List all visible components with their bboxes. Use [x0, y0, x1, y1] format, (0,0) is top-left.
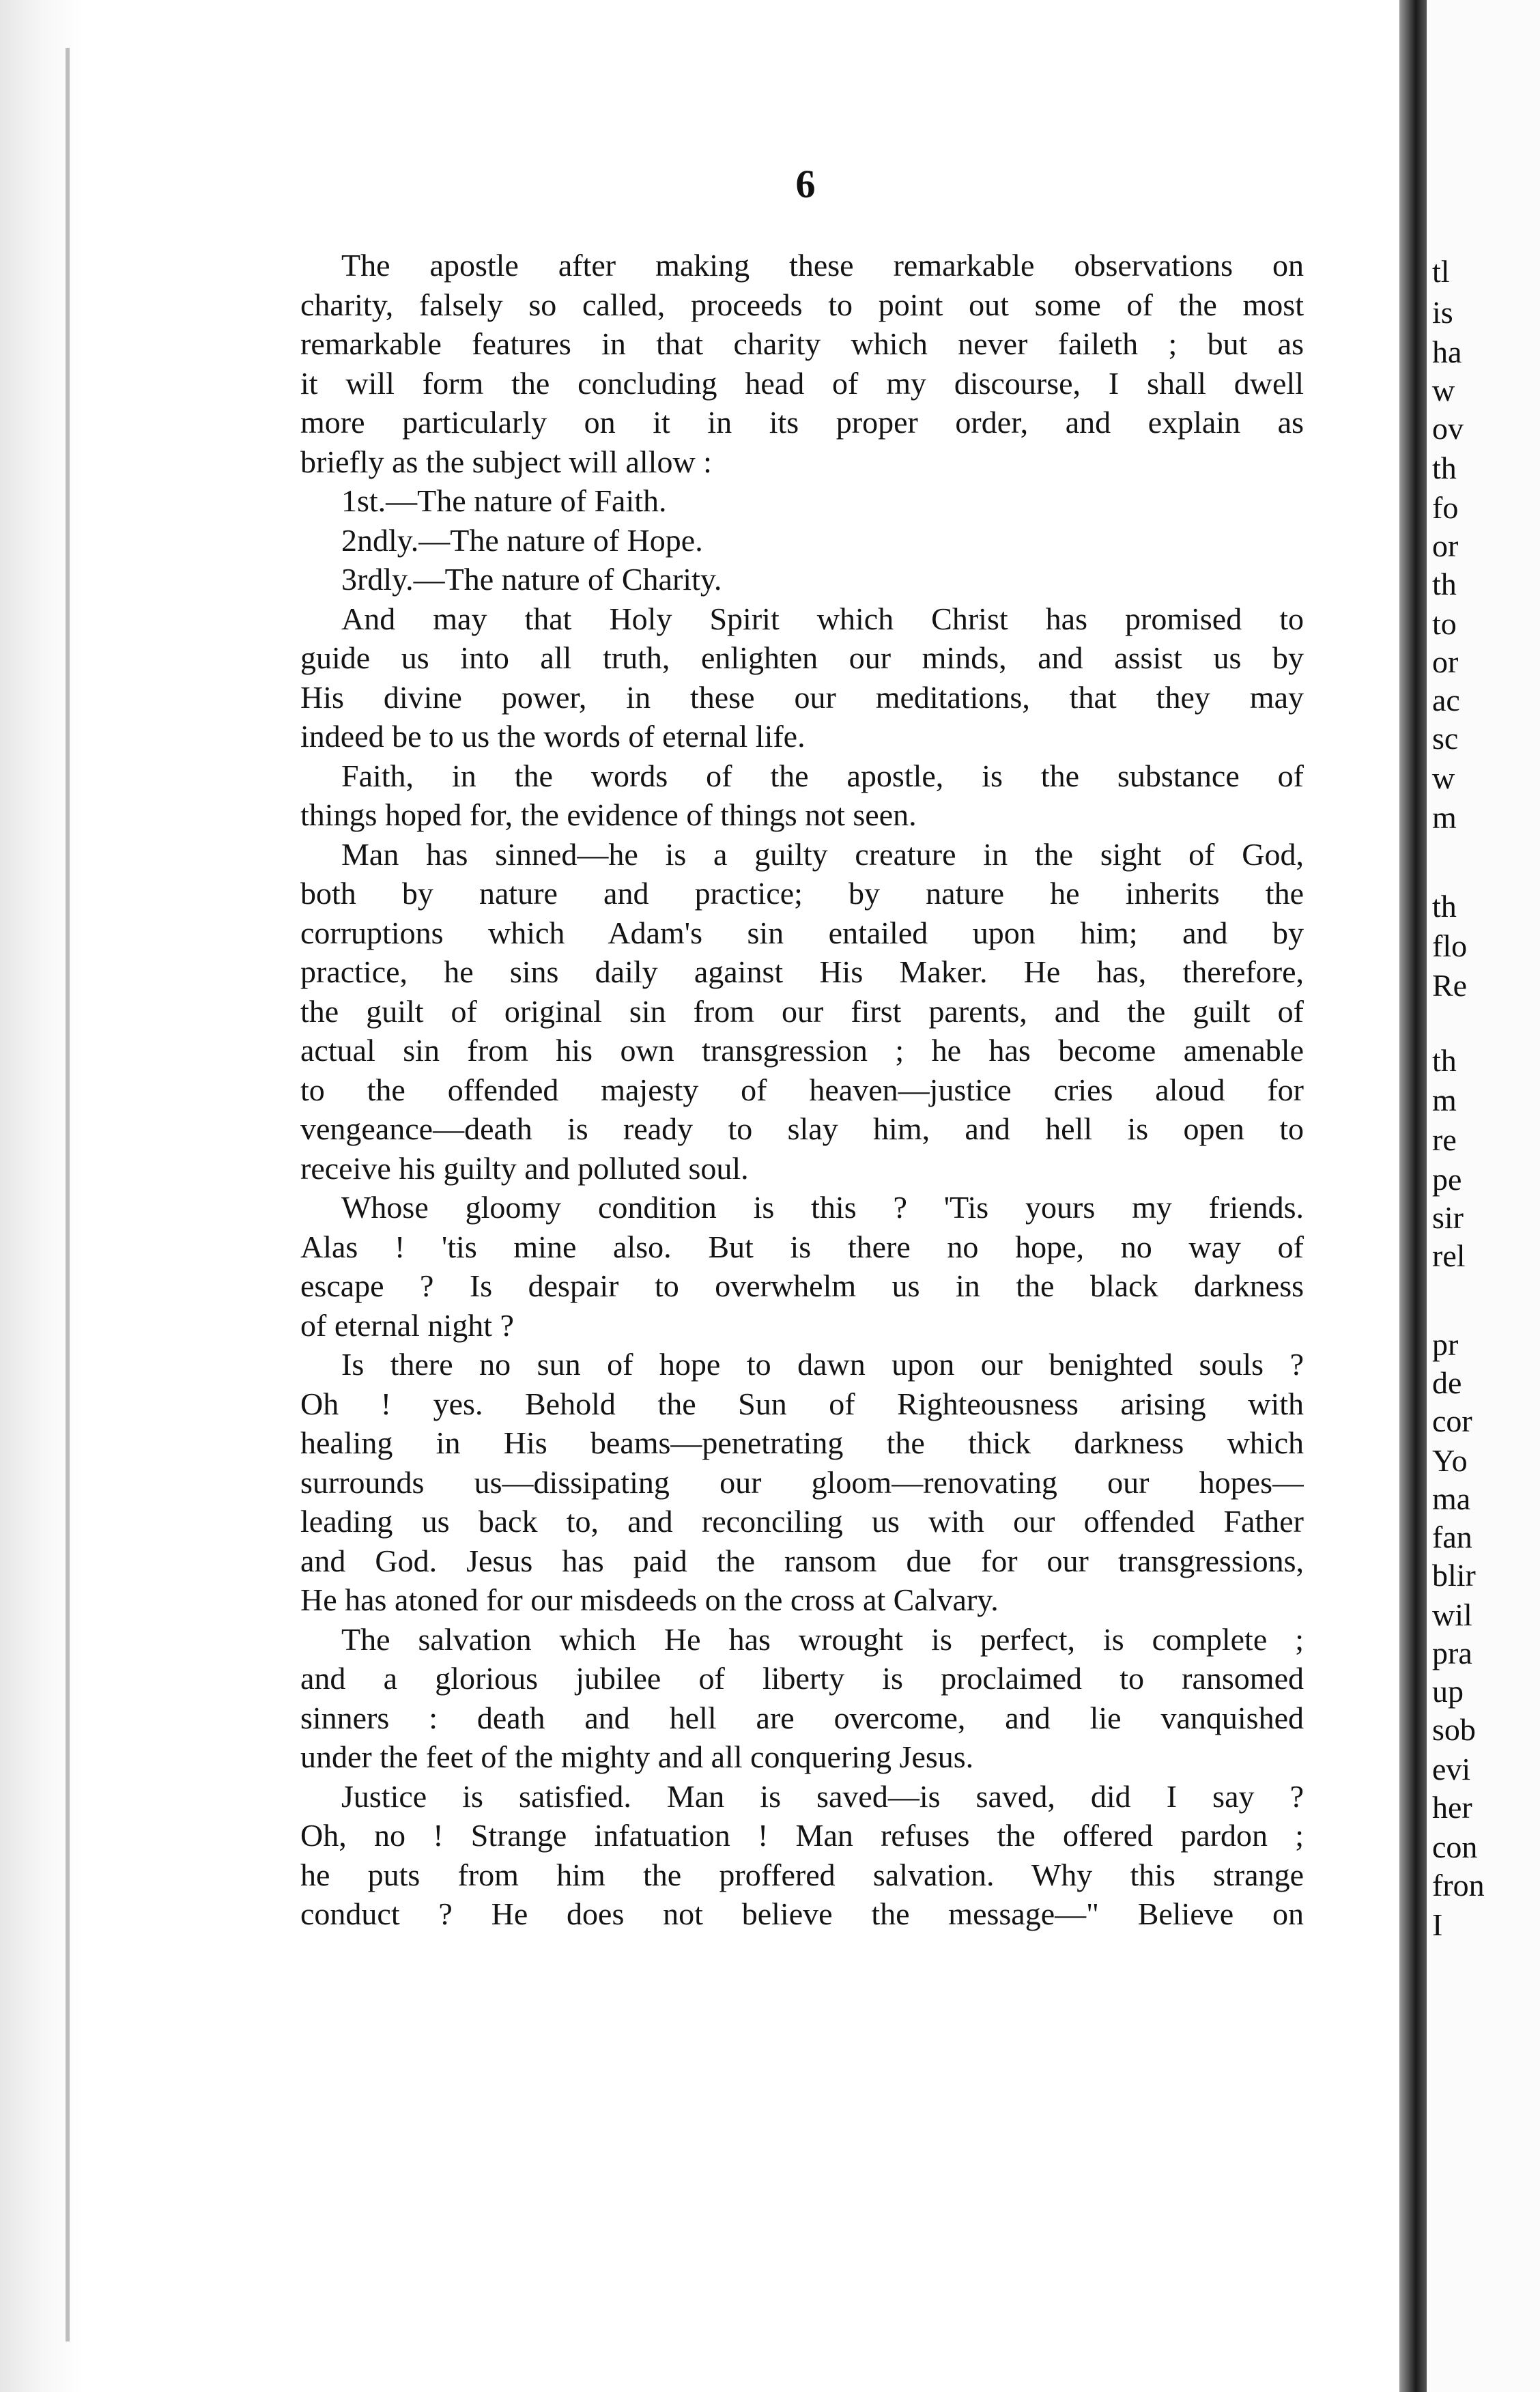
text-line: The apostle after making these remarkable observations on [341, 248, 1304, 283]
text-line: Man has sinned—he is a guilty creature in the sight of God, [341, 836, 1304, 872]
adjacent-page-fragment: her [1432, 1790, 1472, 1825]
adjacent-page-fragment: fo [1432, 490, 1459, 525]
text-line: things hoped for, the evidence of things not seen. [300, 797, 917, 832]
text-line: Alas ! 'tis mine also. But is there no hope, no way of [300, 1229, 1304, 1264]
adjacent-page-fragment: th [1432, 567, 1457, 601]
adjacent-page-fragment: w [1432, 760, 1455, 795]
adjacent-page-fragment: ov [1432, 411, 1464, 446]
adjacent-page-fragment: con [1432, 1829, 1478, 1864]
text-line: to the offended majesty of heaven—justice cries aloud for [300, 1072, 1304, 1107]
text-line: actual sin from his own transgression ; he has become amenable [300, 1033, 1304, 1068]
text-line: And may that Holy Spirit which Christ has promised to [341, 601, 1304, 636]
adjacent-page-fragment: flo [1432, 928, 1468, 963]
text-line: 1st.—The nature of Faith. [341, 483, 667, 518]
adjacent-page-fragment: ma [1432, 1481, 1471, 1516]
text-line: sinners : death and hell are overcome, and lie vanquished [300, 1700, 1304, 1735]
adjacent-page-fragment: evi [1432, 1752, 1471, 1786]
text-line: surrounds us—dissipating our gloom—renovating our hopes— [300, 1464, 1304, 1500]
text-line: receive his guilty and polluted soul. [300, 1150, 749, 1186]
text-line: 2ndly.—The nature of Hope. [341, 522, 703, 558]
adjacent-page-fragment: Yo [1432, 1443, 1468, 1478]
adjacent-page-fragment: re [1432, 1122, 1457, 1157]
adjacent-page-fragment: pr [1432, 1327, 1459, 1362]
adjacent-page-fragment: fan [1432, 1520, 1472, 1554]
text-line: under the feet of the mighty and all conquering Jesus. [300, 1739, 974, 1774]
text-line: He has atoned for our misdeeds on the cross at Calvary. [300, 1582, 999, 1617]
text-line: of eternal night ? [300, 1307, 514, 1343]
adjacent-page-fragment: or [1432, 528, 1459, 563]
scan-edge-shadow [0, 0, 82, 2392]
text-line: charity, falsely so called, proceeds to point out some of the most [300, 287, 1304, 322]
text-line: and God. Jesus has paid the ransom due for our transgressions, [300, 1543, 1304, 1578]
adjacent-page-fragment: rel [1432, 1238, 1466, 1273]
adjacent-page-fragment: th [1432, 889, 1457, 924]
text-line: he puts from him the proffered salvation. Why this strange [300, 1857, 1304, 1892]
adjacent-page-fragment: de [1432, 1365, 1462, 1400]
adjacent-page-fragment: pra [1432, 1636, 1472, 1670]
adjacent-page-fragment: cor [1432, 1404, 1472, 1438]
text-line: 3rdly.—The nature of Charity. [341, 562, 722, 597]
adjacent-page-fragment: sc [1432, 721, 1459, 756]
adjacent-page-fragment: m [1432, 800, 1457, 835]
text-line: briefly as the subject will allow : [300, 444, 712, 479]
text-line: Whose gloomy condition is this ? 'Tis yours my friends. [341, 1190, 1304, 1225]
adjacent-page-fragment: up [1432, 1674, 1464, 1709]
adjacent-page-fragment: w [1432, 373, 1455, 408]
adjacent-page-fragment: th [1432, 451, 1457, 485]
adjacent-page-fragment: sir [1432, 1200, 1464, 1235]
page-number: 6 [795, 162, 816, 206]
text-line: Faith, in the words of the apostle, is the substance of [341, 758, 1304, 793]
text-line: guide us into all truth, enlighten our minds, and assist us by [300, 640, 1304, 675]
adjacent-page-fragment: wil [1432, 1597, 1472, 1632]
adjacent-page-fragment: fron [1432, 1868, 1485, 1903]
page-edge-line [66, 48, 70, 2341]
adjacent-page-fragment: tl [1432, 254, 1450, 289]
text-line: escape ? Is despair to overwhelm us in the black darkness [300, 1268, 1304, 1303]
adjacent-page-fragment: pe [1432, 1162, 1462, 1197]
text-line: His divine power, in these our meditations, that they may [300, 679, 1304, 715]
adjacent-page-fragment: ha [1432, 334, 1462, 369]
text-line: healing in His beams—penetrating the thick darkness which [300, 1425, 1304, 1460]
book-gutter [1399, 0, 1427, 2392]
adjacent-page-fragment: sob [1432, 1712, 1476, 1747]
text-line: Oh, no ! Strange infatuation ! Man refuses the offered pardon ; [300, 1818, 1304, 1853]
text-line: and a glorious jubilee of liberty is proclaimed to ransomed [300, 1661, 1304, 1696]
adjacent-page-fragment: th [1432, 1043, 1457, 1078]
text-line: Justice is satisfied. Man is saved—is saved, did I say ? [341, 1778, 1304, 1814]
text-line: indeed be to us the words of eternal life. [300, 719, 805, 754]
text-line: both by nature and practice; by nature he inherits the [300, 876, 1304, 911]
adjacent-page-fragment: is [1432, 295, 1453, 330]
text-line: it will form the concluding head of my discourse, I shall dwell [300, 365, 1304, 401]
text-line: vengeance—death is ready to slay him, and hell is open to [300, 1111, 1304, 1146]
text-line: Is there no sun of hope to dawn upon our benighted souls ? [341, 1347, 1304, 1382]
adjacent-page-fragment: ac [1432, 683, 1460, 717]
text-line: leading us back to, and reconciling us with our offended Father [300, 1504, 1304, 1539]
text-line: conduct ? He does not believe the message—" Believe on [300, 1896, 1304, 1931]
adjacent-page-fragment: blir [1432, 1558, 1476, 1593]
text-line: corruptions which Adam's sin entailed upon him; and by [300, 915, 1304, 950]
adjacent-page-fragment: to [1432, 606, 1457, 641]
adjacent-page-fragment: or [1432, 644, 1459, 679]
adjacent-page-fragment: m [1432, 1083, 1457, 1117]
text-line: the guilt of original sin from our first parents, and the guilt of [300, 993, 1304, 1029]
text-line: more particularly on it in its proper order, and explain as [300, 405, 1304, 440]
text-line: Oh ! yes. Behold the Sun of Righteousness arising with [300, 1386, 1304, 1421]
adjacent-page-fragment: I [1432, 1907, 1443, 1942]
text-line: remarkable features in that charity which never faileth ; but as [300, 326, 1304, 361]
text-line: The salvation which He has wrought is perfect, is complete ; [341, 1621, 1304, 1657]
adjacent-page-fragment: Re [1432, 968, 1468, 1003]
page-body-text [300, 246, 1304, 1934]
text-line: practice, he sins daily against His Maker. He has, therefore, [300, 954, 1304, 989]
